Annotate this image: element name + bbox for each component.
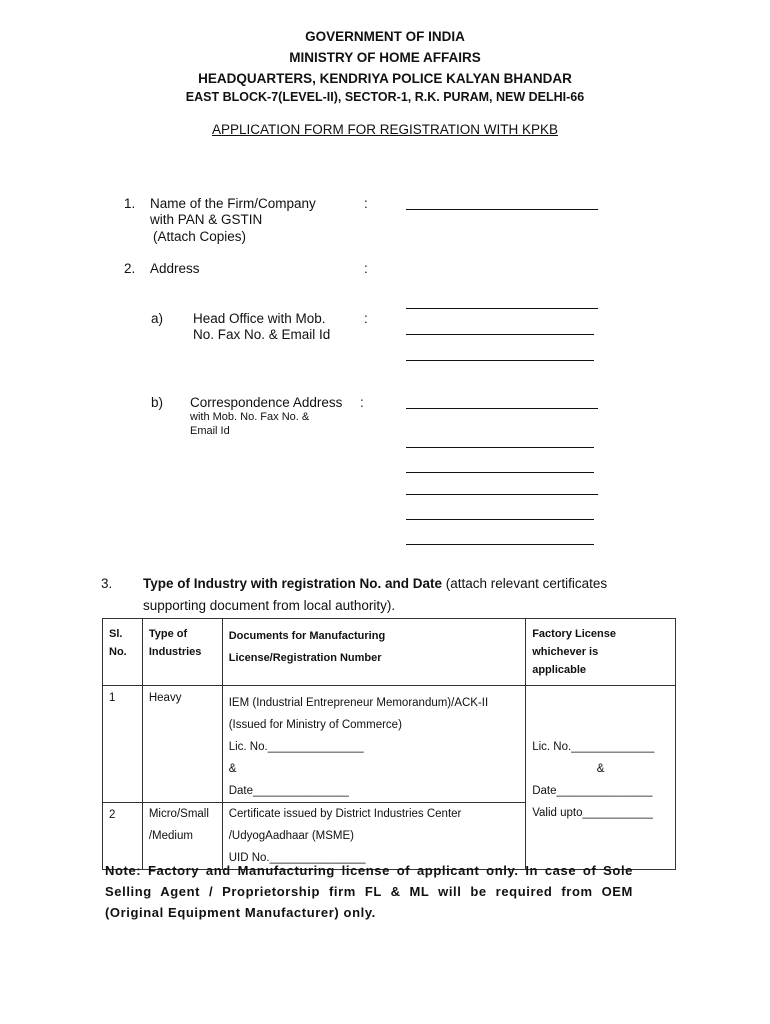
item2-colon: : bbox=[364, 261, 368, 276]
item2b-number: b) bbox=[151, 395, 164, 410]
item1-number: 1. bbox=[124, 196, 136, 211]
correspondence-field-4[interactable] bbox=[406, 494, 598, 495]
item2-number: 2. bbox=[124, 261, 136, 276]
row1-docs bbox=[222, 686, 525, 803]
section3-line2: supporting document from local authority). bbox=[143, 598, 396, 613]
item2b-label-line2: with Mob. No. Fax No. & bbox=[190, 411, 310, 423]
header-type-line2: Industries bbox=[148, 646, 202, 658]
header-address: EAST BLOCK-7(LEVEL-II), SECTOR-1, R.K. PURAM, NEW DELHI-66 bbox=[185, 90, 585, 104]
header-factory-license bbox=[526, 619, 676, 686]
item1-label-line2: with PAN & GSTIN bbox=[150, 212, 263, 227]
industry-table bbox=[102, 618, 676, 870]
section3-normal-text: (attach relevant certificates bbox=[442, 576, 608, 591]
factory-lic-no-field[interactable]: Lic. No._____________ bbox=[532, 741, 655, 753]
header-docs-line2: License/Registration Number bbox=[228, 652, 382, 664]
row2-type-line1: Micro/Small bbox=[148, 808, 209, 820]
section3-heading bbox=[143, 576, 607, 591]
header-factory-line2: whichever is bbox=[532, 646, 599, 658]
item1-label-line3: (Attach Copies) bbox=[153, 229, 247, 244]
factory-license-cell bbox=[526, 686, 676, 870]
correspondence-field-1[interactable] bbox=[406, 408, 598, 409]
header-headquarters: HEADQUARTERS, KENDRIYA POLICE KALYAN BHANDAR bbox=[198, 71, 572, 86]
firm-name-field[interactable] bbox=[406, 209, 598, 210]
row1-sl: 1 bbox=[103, 686, 143, 803]
factory-ampersand: & bbox=[596, 763, 605, 775]
correspondence-field-2[interactable] bbox=[406, 447, 594, 448]
header-type-line1: Type of bbox=[148, 628, 188, 640]
header-factory-line1: Factory License bbox=[532, 628, 616, 640]
item1-colon: : bbox=[364, 196, 368, 211]
factory-date-field[interactable]: Date_______________ bbox=[532, 785, 653, 797]
head-office-field-3[interactable] bbox=[406, 360, 594, 361]
item2a-label-line1: Head Office with Mob. bbox=[193, 311, 326, 326]
note-text: Note: Factory and Manufacturing license of applicant only. In case of Sole Selling Agent / Proprietorship firm FL & ML will be required from OEM (Original Equipment Manufacturer) only. bbox=[105, 863, 633, 920]
header-factory-line3: applicable bbox=[532, 664, 586, 676]
correspondence-field-3[interactable] bbox=[406, 472, 594, 473]
row1-date-field[interactable]: Date_______________ bbox=[228, 785, 349, 797]
item2a-number: a) bbox=[151, 311, 164, 326]
row2-type-line2: /Medium bbox=[148, 830, 193, 842]
item2a-label-line2: No. Fax No. & Email Id bbox=[193, 327, 331, 342]
header-type-of-industries bbox=[142, 619, 222, 686]
table-header-row bbox=[103, 619, 676, 686]
row1-docs-ampersand: & bbox=[228, 763, 237, 775]
header-sl-line2: No. bbox=[109, 646, 127, 658]
item2b-label-line3: Email Id bbox=[190, 425, 230, 437]
row1-type: Heavy bbox=[142, 686, 222, 803]
head-office-field-2[interactable] bbox=[406, 334, 594, 335]
correspondence-field-5[interactable] bbox=[406, 519, 594, 520]
row2-uid-no-field[interactable]: UID No._______________ bbox=[228, 852, 366, 864]
row2-docs-line1: Certificate issued by District Industries Center bbox=[228, 808, 462, 820]
row1-lic-no-field[interactable]: Lic. No._______________ bbox=[228, 741, 364, 753]
header-sl-line1: Sl. bbox=[109, 628, 123, 640]
table-row bbox=[103, 686, 676, 803]
row1-docs-line1: IEM (Industrial Entrepreneur Memorandum)/ACK-II bbox=[228, 697, 489, 709]
row2-docs-line2: /UdyogAadhaar (MSME) bbox=[228, 830, 354, 842]
item2a-colon: : bbox=[364, 311, 368, 326]
header-docs-line1: Documents for Manufacturing bbox=[228, 630, 386, 642]
item2b-colon: : bbox=[360, 395, 364, 410]
item2-label: Address bbox=[150, 261, 200, 276]
section3-number: 3. bbox=[101, 576, 113, 591]
header-documents bbox=[222, 619, 525, 686]
section3-bold-text: Type of Industry with registration No. and Date bbox=[143, 576, 443, 591]
factory-valid-upto-field[interactable]: Valid upto___________ bbox=[532, 807, 653, 819]
item2b-label-line1: Correspondence Address bbox=[190, 395, 343, 410]
form-title: APPLICATION FORM FOR REGISTRATION WITH KPKB bbox=[211, 122, 559, 137]
head-office-field-1[interactable] bbox=[406, 308, 598, 309]
row1-docs-line2: (Issued for Ministry of Commerce) bbox=[228, 719, 402, 731]
header-ministry: MINISTRY OF HOME AFFAIRS bbox=[289, 50, 481, 65]
correspondence-field-6[interactable] bbox=[406, 544, 594, 545]
header-government: GOVERNMENT OF INDIA bbox=[305, 29, 465, 44]
item1-label-line1: Name of the Firm/Company bbox=[150, 196, 316, 211]
row2-sl: 2 bbox=[103, 803, 143, 870]
header-sl-no bbox=[103, 619, 143, 686]
